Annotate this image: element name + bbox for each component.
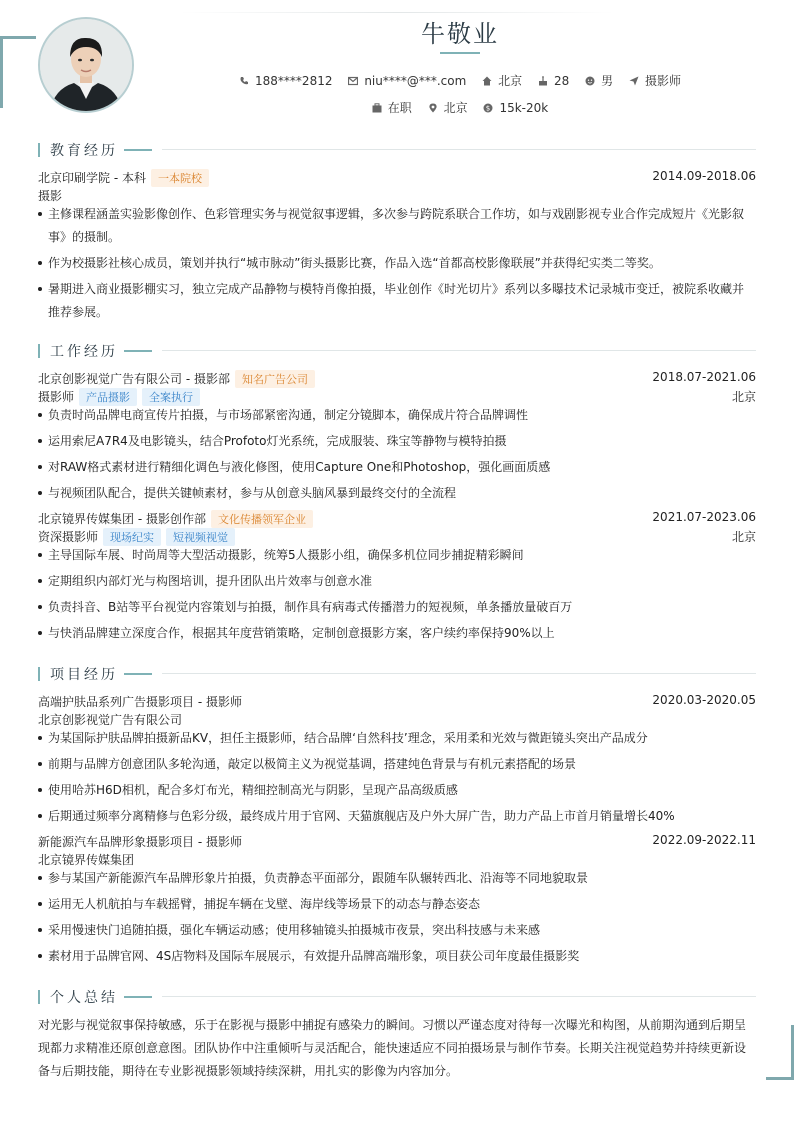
cake-icon [538, 76, 548, 86]
section-accent-line [124, 673, 152, 675]
salary-item [483, 101, 548, 115]
work-date: 2018.07-2021.06 [652, 370, 756, 384]
status-item [372, 99, 412, 116]
money-icon [483, 103, 493, 113]
list-item: 主导国际车展、时尚周等大型活动摄影，统筹5人摄影小组，确保多机位同步捕捉精彩瞬间 [38, 544, 748, 567]
list-item: 采用慢速快门追随拍摄，强化车辆运动感；使用移轴镜头拍摄城市夜景，突出科技感与未来感 [38, 919, 748, 942]
list-item: 负责抖音、B站等平台视觉内容策划与拍摄，制作具有病毒式传播潜力的短视频，单条播放量破百万 [38, 596, 748, 619]
list-item: 主修课程涵盖实验影像创作、色彩管理实务与视觉叙事逻辑，多次参与跨院系联合工作坊，如与戏剧影视专业合作完成短片《光影叙 事》的摄制。 [38, 203, 748, 249]
list-item: 运用无人机航拍与车载摇臂，捕捉车辆在戈壁、海岸线等场景下的动态与静态姿态 [38, 893, 748, 916]
home-icon [482, 76, 492, 86]
company-name: 北京镜界传媒集团 - 摄影创作部 [38, 512, 206, 526]
list-item: 作为校摄影社核心成员，策划并执行“城市脉动”街头摄影比赛，作品入选“首都高校影像联展”并获得纪实类二等奖。 [38, 252, 748, 275]
school-name: 北京印刷学院 - 本科 [38, 171, 146, 185]
email-item [348, 74, 466, 88]
list-item: 对RAW格式素材进行精细化调色与液化修图，使用Capture One和Photoshop，强化画面质感 [38, 456, 748, 479]
status-text: 在职 [387, 101, 412, 115]
user-icon [585, 76, 595, 86]
section-title: 项目经历 [50, 667, 118, 683]
section-marker [38, 143, 40, 157]
job-text: 摄影师 [644, 74, 681, 88]
skill-tag: 短视频视觉 [166, 528, 235, 546]
company-name: 北京创影视觉广告有限公司 - 摄影部 [38, 372, 230, 386]
status-info-row [0, 99, 794, 116]
major: 摄影 [38, 189, 63, 203]
section-accent-line [124, 149, 152, 151]
list-item: 素材用于品牌官网、4S店物料及国际车展展示，有效提升品牌高端形象，项目获公司年度最佳摄影奖 [38, 945, 748, 968]
work-header [38, 370, 756, 388]
briefcase-icon [372, 103, 382, 113]
section-education [38, 140, 756, 160]
section-accent-line [124, 350, 152, 352]
section-project [38, 664, 756, 684]
section-accent-line [124, 996, 152, 998]
list-item: 与快消品牌建立深度合作，根据其年度营销策略，定制创意摄影方案，客户续约率保持90%以上 [38, 622, 748, 645]
project-org: 北京创影视觉广告有限公司 [38, 713, 183, 727]
section-title: 工作经历 [50, 344, 118, 360]
location-text: 北京 [443, 101, 468, 115]
project-title: 高端护肤品系列广告摄影项目 - 摄影师 [38, 695, 242, 709]
work-place: 北京 [731, 530, 756, 544]
list-item: 与视频团队配合，提供关键帧素材，参与从创意头脑风暴到最终交付的全流程 [38, 482, 748, 505]
section-divider [162, 149, 756, 150]
education-header [38, 169, 756, 187]
project-header [38, 833, 756, 851]
school-tag: 一本院校 [151, 169, 209, 187]
phone-icon [239, 76, 249, 86]
contact-info-row [0, 72, 794, 89]
project-date: 2022.09-2022.11 [652, 833, 756, 847]
email-text: niu****@***.com [364, 74, 467, 88]
company-tag: 知名广告公司 [235, 370, 315, 388]
list-item: 后期通过频率分离精修与色彩分级，最终成片用于官网、天猫旗舰店及户外大屏广告，助力产品上市首月销量增长40% [38, 805, 748, 828]
name-underline [440, 52, 480, 54]
summary-text: 对光影与视觉叙事保持敏感，乐于在影视与摄影中捕捉有感染力的瞬间。习惯以严谨态度对待每一次曝光和构图，从前期沟通到后期呈 现都力求精准还原创意意图。团队协作中注重倾听与灵活配合，能快速适应不同拍摄场景与制作节奏。长期关注视觉趋势并持续更新设 备与后期技能，期待在专业影视摄影领域持续深耕，用扎实的影像为内容加分。 [38, 1018, 747, 1078]
work-header [38, 510, 756, 528]
age-text: 28 [553, 74, 570, 88]
city-text: 北京 [498, 74, 523, 88]
gender-item [585, 72, 613, 89]
section-work [38, 341, 756, 361]
list-item: 参与某国产新能源汽车品牌形象片拍摄，负责静态平面部分，跟随车队辗转西北、沿海等不同地貌取景 [38, 867, 748, 890]
company-tag: 文化传播领军企业 [211, 510, 313, 528]
header-divider [180, 12, 614, 13]
list-item: 前期与品牌方创意团队多轮沟通，敲定以极简主义为视觉基调，搭建纯色背景与有机元素搭配的场景 [38, 753, 748, 776]
role: 摄影师 [38, 390, 75, 404]
mail-icon [348, 76, 358, 86]
age-item [538, 74, 569, 88]
skill-tag: 现场纪实 [103, 528, 161, 546]
project-date: 2020.03-2020.05 [652, 693, 756, 707]
phone-item [239, 74, 332, 88]
send-icon [629, 76, 639, 86]
svg-text:$: $ [486, 104, 491, 113]
list-item: 使用哈苏H6D相机，配合多灯布光，精细控制高光与阴影，呈现产品高级质感 [38, 779, 748, 802]
section-title: 个人总结 [50, 990, 118, 1006]
candidate-name: 牛敬业 [421, 20, 499, 48]
location-item [428, 99, 468, 116]
section-divider [162, 350, 756, 351]
job-item [629, 72, 681, 89]
section-summary [38, 987, 756, 1007]
project-title: 新能源汽车品牌形象摄影项目 - 摄影师 [38, 835, 242, 849]
section-title: 教育经历 [50, 143, 118, 159]
section-marker [38, 667, 40, 681]
list-item: 负责时尚品牌电商宣传片拍摄，与市场部紧密沟通，制定分镜脚本，确保成片符合品牌调性 [38, 404, 748, 427]
corner-decoration [766, 1077, 794, 1080]
section-marker [38, 344, 40, 358]
city-item [482, 72, 522, 89]
list-item: 暑期进入商业摄影棚实习，独立完成产品静物与模特肖像拍摄，毕业创作《时光切片》系列以多曝技术记录城市变迁，被院系收藏并 推荐参展。 [38, 278, 748, 324]
work-date: 2021.07-2023.06 [652, 510, 756, 524]
project-header [38, 693, 756, 711]
phone-text: 188****2812 [255, 74, 333, 88]
section-divider [162, 673, 756, 674]
gender-text: 男 [601, 74, 614, 88]
list-item: 定期组织内部灯光与构图培训，提升团队出片效率与创意水准 [38, 570, 748, 593]
section-marker [38, 990, 40, 1004]
skill-tag: 全案执行 [142, 388, 200, 406]
role: 资深摄影师 [38, 530, 99, 544]
section-divider [162, 996, 756, 997]
list-item: 运用索尼A7R4及电影镜头，结合Profoto灯光系统，完成服装、珠宝等静物与模特拍摄 [38, 430, 748, 453]
education-date: 2014.09-2018.06 [652, 169, 756, 183]
salary-text: 15k-20k [499, 101, 549, 115]
work-place: 北京 [731, 390, 756, 404]
location-pin-icon [428, 103, 438, 113]
skill-tag: 产品摄影 [79, 388, 137, 406]
list-item: 为某国际护肤品牌拍摄新品KV，担任主摄影师，结合品牌‘自然科技’理念，采用柔和光效与微距镜头突出产品成分 [38, 727, 748, 750]
project-org: 北京镜界传媒集团 [38, 853, 135, 867]
